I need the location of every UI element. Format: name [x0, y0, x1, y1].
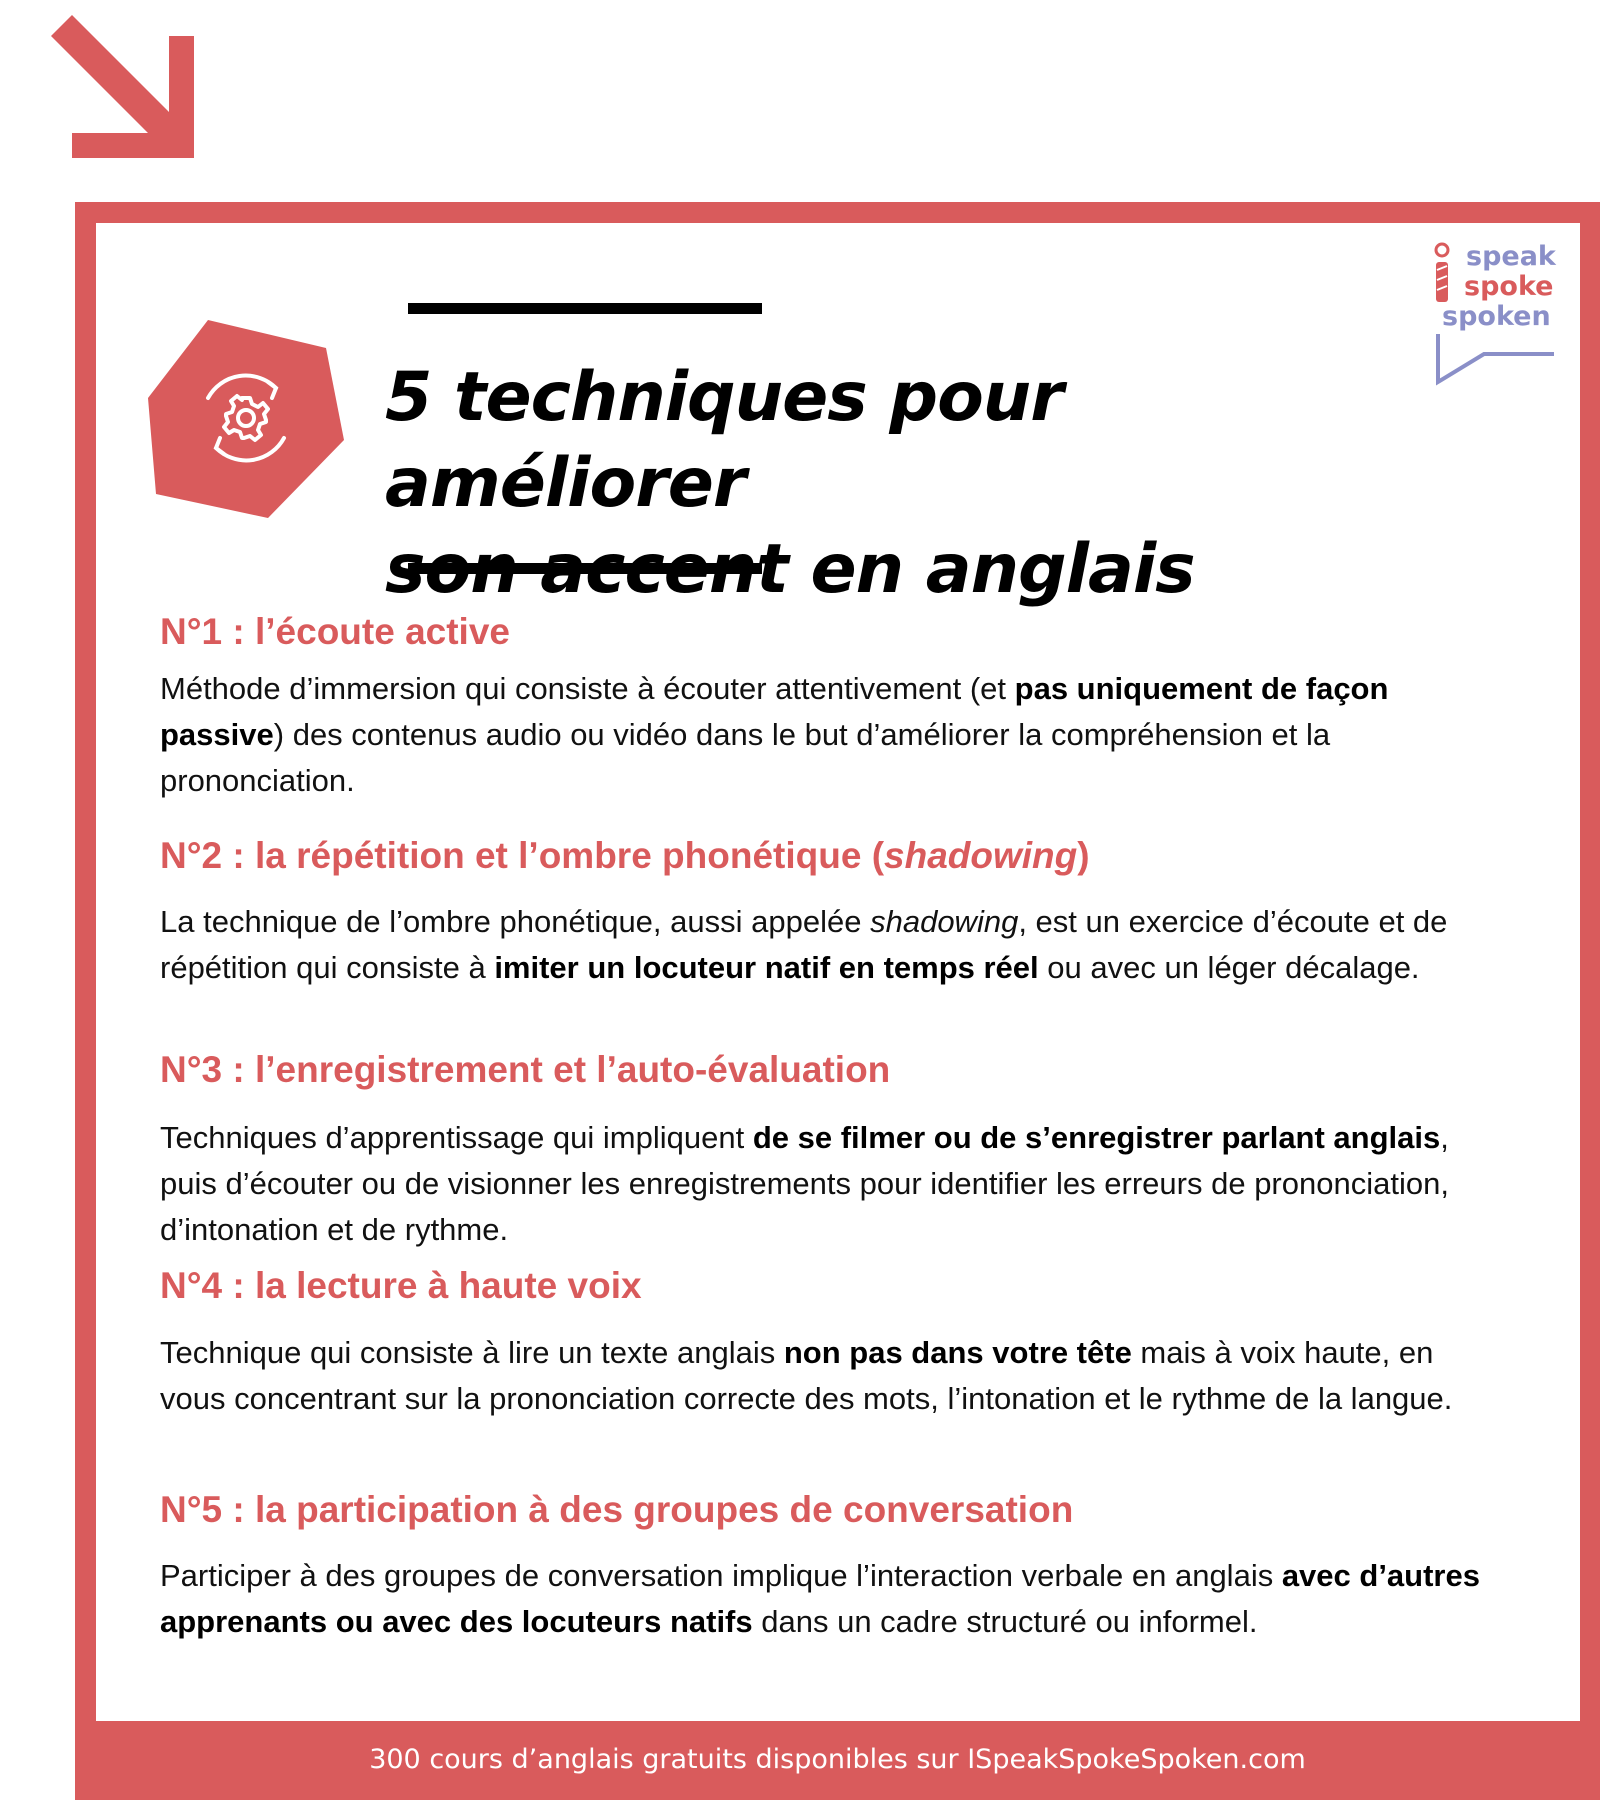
section-5-heading: N°5 : la participation à des groupes de conversation [160, 1489, 1074, 1530]
title-line-2: son accent en anglais [385, 530, 1195, 609]
logo [1432, 236, 1582, 386]
arrow-down-right-icon [48, 12, 208, 162]
logo-word-spoke: spoke [1464, 271, 1554, 302]
section-1-heading: N°1 : l’écoute active [160, 611, 510, 652]
section-3-body: Techniques d’apprentissage qui impliquent de se filmer ou de s’enregistrer parlant anglais, puis d’écouter ou de visionner les enregistrements pour identifier les erreurs de prononciation, d’intonation et de rythme. [160, 1120, 1449, 1247]
logo-word-speak: speak [1466, 241, 1556, 272]
section-3-heading: N°3 : l’enregistrement et l’auto-évaluation [160, 1049, 891, 1090]
section-1-body: Méthode d’immersion qui consiste à écouter attentivement (et pas uniquement de façon passive) des contenus audio ou vidéo dans le but d’améliorer la compréhension et la prononciation. [160, 671, 1389, 798]
speech-bubble-tail-icon [1438, 334, 1554, 382]
logo-word-spoken: spoken [1442, 301, 1551, 332]
section-4-heading: N°4 : la lecture à haute voix [160, 1265, 642, 1306]
section-2-heading: N°2 : la répétition et l’ombre phonétique (shadowing) [160, 835, 1090, 876]
page-title [385, 355, 1445, 613]
microphone-icon [1436, 244, 1448, 302]
footer-text: 300 cours d’anglais gratuits disponibles sur ISpeakSpokeSpoken.com [369, 1744, 1306, 1775]
title-rule-top [408, 303, 762, 314]
section-2-body: La technique de l’ombre phonétique, aussi appelée shadowing, est un exercice d’écoute et de répétition qui consiste à imiter un locuteur natif en temps réel ou avec un léger décalage. [160, 904, 1448, 985]
section-4-body: Technique qui consiste à lire un texte anglais non pas dans votre tête mais à voix haute, en vous concentrant sur la prononciation correcte des mots, l’intonation et le rythme de la langue. [160, 1335, 1453, 1416]
gear-cycle-icon [148, 318, 344, 518]
section-5-body: Participer à des groupes de conversation implique l’interaction verbale en anglais avec d’autres apprenants ou avec des locuteurs natifs dans un cadre structuré ou informel. [160, 1558, 1480, 1639]
title-line-1: 5 techniques pour améliorer [385, 358, 1063, 523]
